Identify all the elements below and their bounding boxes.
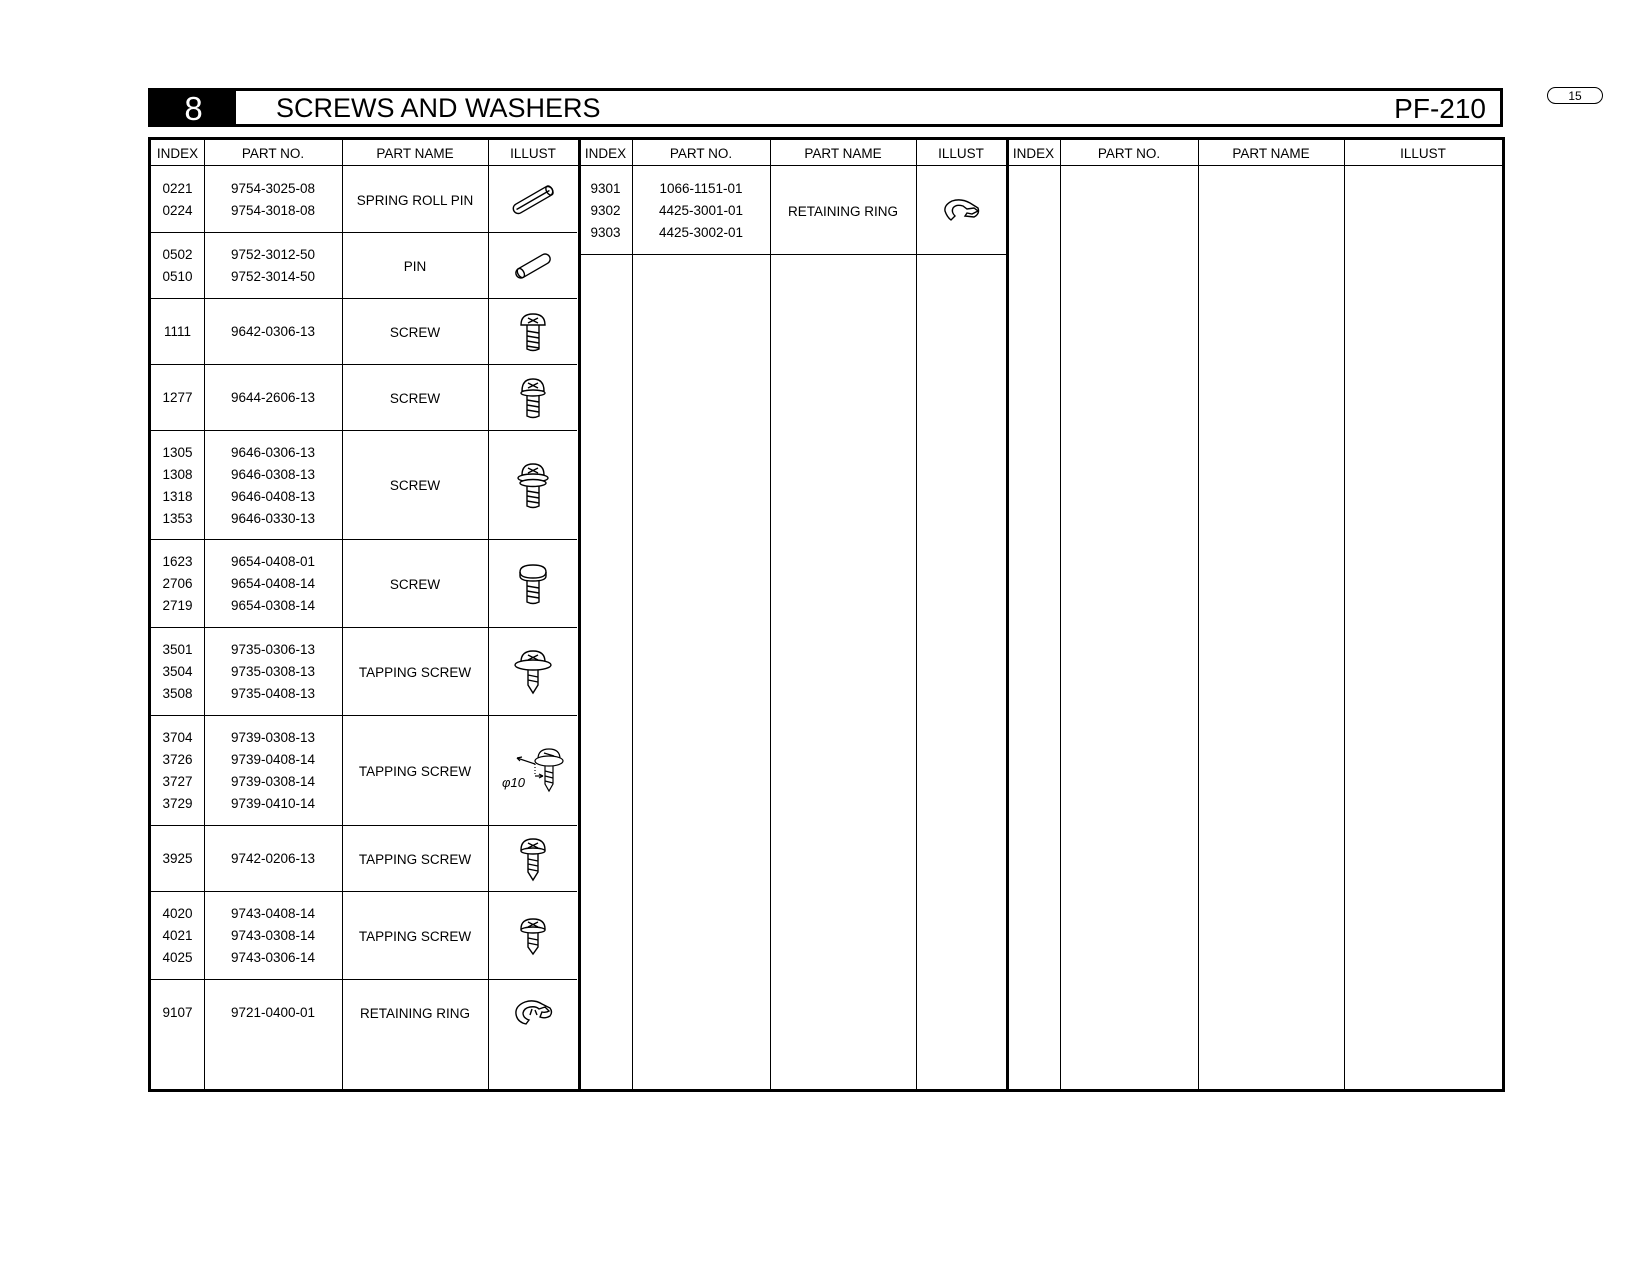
tapping-screw-small-icon — [488, 892, 578, 980]
header-index: INDEX — [1012, 146, 1055, 161]
part-name-cell — [342, 980, 488, 1046]
part-name-cell — [342, 167, 488, 233]
index-value: 3504 — [162, 664, 193, 679]
index-value: 0224 — [162, 203, 193, 218]
part-no-value: 9654-0408-01 — [230, 554, 316, 569]
index-value: 1111 — [163, 324, 192, 339]
part-no-value: 9739-0410-14 — [230, 796, 316, 811]
index-value: 4025 — [162, 950, 193, 965]
part-name: TAPPING SCREW — [358, 851, 472, 867]
index-cell — [151, 716, 204, 826]
part-no-cell — [204, 540, 342, 628]
index-value: 0510 — [162, 269, 193, 284]
screw-double-washer-icon — [488, 431, 578, 540]
index-cell — [151, 431, 204, 540]
index-value: 2719 — [162, 598, 193, 613]
header-index: INDEX — [156, 146, 199, 161]
header-part-name: PART NAME — [804, 146, 882, 161]
part-name: RETAINING RING — [359, 1005, 470, 1021]
page-number-badge: 15 — [1547, 87, 1603, 104]
part-no-value: 9743-0408-14 — [230, 906, 316, 921]
index-cell — [151, 628, 204, 716]
index-value: 4021 — [162, 928, 193, 943]
index-value: 9302 — [590, 203, 621, 218]
header-part-name: PART NAME — [376, 146, 454, 161]
part-no-cell — [204, 299, 342, 365]
col-divider — [1344, 140, 1345, 1089]
parts-table — [148, 137, 1505, 1092]
index-value: 3729 — [162, 796, 193, 811]
index-cell — [151, 167, 204, 233]
part-no-cell — [204, 628, 342, 716]
part-no-value: 9646-0330-13 — [230, 510, 316, 526]
index-value: 9303 — [590, 225, 621, 240]
part-name: RETAINING RING — [787, 203, 898, 219]
tapping-screw-dia-icon — [488, 716, 578, 826]
part-no-cell — [204, 431, 342, 540]
index-value: 9301 — [590, 181, 621, 196]
part-no-value: 4425-3002-01 — [658, 225, 744, 240]
index-cell — [579, 167, 632, 255]
part-no-cell — [204, 826, 342, 892]
part-no-value: 9644-2606-13 — [230, 390, 316, 405]
part-no-value: 9739-0308-14 — [230, 774, 316, 789]
part-no-cell — [204, 167, 342, 233]
part-name: SCREW — [389, 324, 441, 340]
part-name: SCREW — [389, 576, 441, 592]
spring-roll-pin-icon — [488, 167, 578, 233]
header-illust: ILLUST — [1400, 146, 1446, 161]
part-name: TAPPING SCREW — [358, 928, 472, 944]
index-value: 1318 — [162, 488, 193, 504]
index-cell — [151, 540, 204, 628]
part-name-cell — [342, 233, 488, 299]
index-value: 2706 — [162, 576, 193, 591]
part-name: SCREW — [389, 478, 441, 493]
part-no-value: 9646-0308-13 — [230, 466, 316, 482]
part-no-value: 1066-1151-01 — [659, 181, 743, 196]
index-cell — [151, 233, 204, 299]
index-value: 3727 — [162, 774, 193, 789]
index-cell — [151, 892, 204, 980]
pin-icon — [488, 233, 578, 299]
index-value: 0221 — [162, 181, 193, 196]
index-value: 1305 — [162, 444, 193, 460]
part-name-cell — [770, 167, 916, 255]
part-name-cell — [342, 299, 488, 365]
part-no-value: 9721-0400-01 — [230, 1005, 316, 1020]
part-no-value: 9646-0408-13 — [230, 488, 316, 504]
index-value: 9107 — [162, 1005, 193, 1020]
header-part-no: PART NO. — [1097, 146, 1161, 161]
part-no-value: 9654-0408-14 — [230, 576, 316, 591]
part-name-cell — [342, 716, 488, 826]
part-name-cell — [342, 826, 488, 892]
retaining-ring-icon — [916, 167, 1006, 255]
section-title: SCREWS AND WASHERS — [276, 93, 601, 123]
index-value: 0502 — [162, 247, 193, 262]
index-value: 1623 — [162, 554, 193, 569]
col-divider — [632, 140, 633, 1089]
col-divider — [916, 140, 917, 1089]
part-no-cell — [632, 167, 770, 255]
part-name: TAPPING SCREW — [358, 763, 472, 779]
part-name-cell — [342, 892, 488, 980]
part-no-value: 9642-0306-13 — [230, 324, 316, 339]
part-no-value: 4425-3001-01 — [658, 203, 744, 218]
section-number: 8 — [151, 91, 236, 124]
index-value: 3925 — [162, 851, 193, 866]
header-part-no: PART NO. — [669, 146, 733, 161]
part-no-value: 9754-3018-08 — [230, 203, 316, 218]
index-value: 1277 — [162, 390, 193, 405]
index-value: 1308 — [162, 466, 193, 482]
row-rule — [579, 254, 1006, 255]
index-cell — [151, 980, 204, 1046]
col-divider — [1198, 140, 1199, 1089]
screw-washer-icon — [488, 365, 578, 431]
block-divider — [578, 140, 581, 1089]
part-no-cell — [204, 716, 342, 826]
part-no-cell — [204, 892, 342, 980]
index-value: 4020 — [162, 906, 193, 921]
part-no-value: 9735-0408-13 — [230, 686, 316, 701]
index-value: 3726 — [162, 752, 193, 767]
e-ring-icon — [488, 980, 578, 1046]
part-name-cell — [342, 540, 488, 628]
col-divider — [770, 140, 771, 1089]
index-value: 1353 — [162, 510, 193, 526]
part-name: SPRING ROLL PIN — [356, 192, 474, 208]
index-cell — [151, 365, 204, 431]
header-part-name: PART NAME — [1232, 146, 1310, 161]
part-no-value: 9742-0206-13 — [230, 851, 316, 866]
part-name-cell — [342, 431, 488, 540]
part-name-cell — [342, 628, 488, 716]
part-no-value: 9754-3025-08 — [230, 181, 316, 196]
part-no-value: 9743-0306-14 — [230, 950, 316, 965]
col-divider — [1060, 140, 1061, 1089]
part-no-value: 9735-0306-13 — [230, 642, 316, 657]
part-no-value: 9735-0308-13 — [230, 664, 316, 679]
part-name: SCREW — [389, 390, 441, 406]
header-part-no: PART NO. — [241, 146, 305, 161]
part-no-value: 9752-3012-50 — [230, 247, 316, 262]
screw-icon — [488, 299, 578, 365]
part-no-value: 9654-0308-14 — [230, 598, 316, 613]
tapping-screw-icon — [488, 826, 578, 892]
part-no-value: 9752-3014-50 — [230, 269, 316, 284]
part-no-value: 9739-0308-13 — [230, 730, 316, 745]
dimension-label: φ10 — [502, 775, 525, 790]
header-illust: ILLUST — [510, 146, 556, 161]
section-title-bar — [148, 88, 1503, 127]
part-name-cell — [342, 365, 488, 431]
part-name: PIN — [403, 258, 427, 274]
part-name: TAPPING SCREW — [358, 664, 472, 680]
index-value: 3704 — [162, 730, 193, 745]
index-cell — [151, 826, 204, 892]
index-cell — [151, 299, 204, 365]
index-value: 3508 — [162, 686, 193, 701]
part-no-cell — [204, 365, 342, 431]
hex-screw-icon — [488, 540, 578, 628]
header-illust: ILLUST — [938, 146, 984, 161]
model-number: PF-210 — [1394, 93, 1486, 124]
part-no-value: 9743-0308-14 — [230, 928, 316, 943]
part-no-value: 9739-0408-14 — [230, 752, 316, 767]
part-no-cell — [204, 233, 342, 299]
tapping-screw-flange-icon — [488, 628, 578, 716]
part-no-value: 9646-0306-13 — [230, 444, 316, 460]
header-index: INDEX — [584, 146, 627, 161]
block-divider — [1006, 140, 1009, 1089]
index-value: 3501 — [162, 642, 193, 657]
part-no-cell — [204, 980, 342, 1046]
